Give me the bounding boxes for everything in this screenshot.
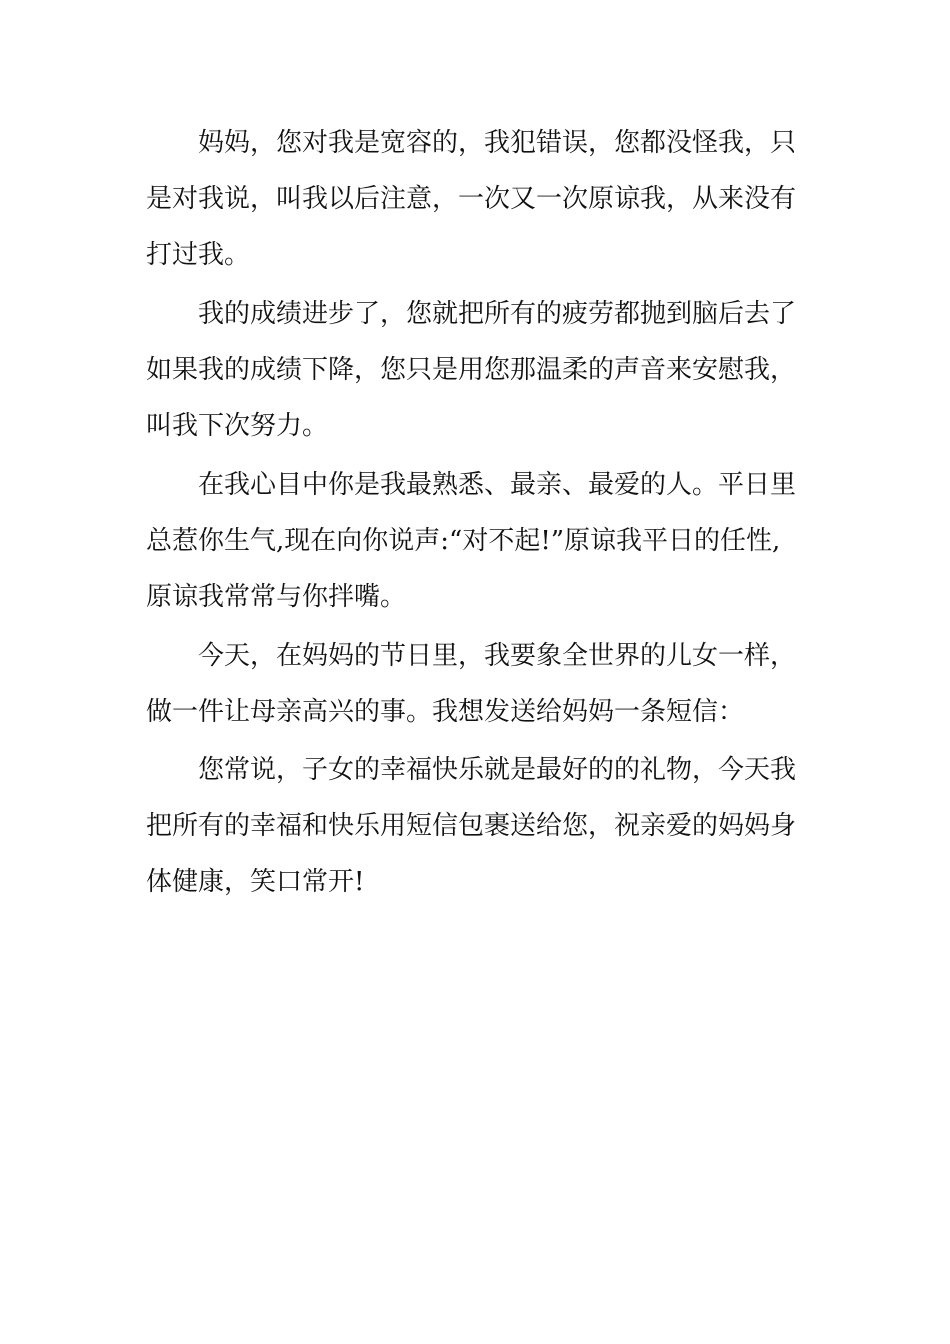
paragraph-3-line-2: 总惹你生气,现在向你说声:“对不起!”原谅我平日的任性, [146, 526, 781, 556]
paragraph-2-line-3: 叫我下次努力。 [146, 411, 329, 441]
paragraph-2-line-2: 如果我的成绩下降，您只是用您那温柔的声音来安慰我， [146, 355, 797, 385]
paragraph-3-line-1: 在我心目中你是我最熟悉、最亲、最爱的人。平日里 [198, 470, 797, 500]
paragraph-5-line-3: 体健康，笑口常开! [146, 867, 365, 897]
paragraph-2-line-1: 我的成绩进步了，您就把所有的疲劳都抛到脑后去了 [198, 299, 797, 329]
paragraph-1-line-1: 妈妈，您对我是宽容的，我犯错误，您都没怪我，只 [198, 128, 797, 158]
paragraph-4-line-2: 做一件让母亲高兴的事。我想发送给妈妈一条短信： [146, 697, 745, 727]
paragraph-5-line-2: 把所有的幸福和快乐用短信包裹送给您，祝亲爱的妈妈身 [146, 811, 797, 841]
paragraph-4-line-1: 今天，在妈妈的节日里，我要象全世界的儿女一样， [198, 641, 797, 671]
paragraph-3-line-3: 原谅我常常与你拌嘴。 [146, 582, 407, 612]
paragraph-5-line-1: 您常说，子女的幸福快乐就是最好的的礼物，今天我 [198, 755, 797, 785]
paragraph-1-line-3: 打过我。 [146, 240, 251, 270]
paragraph-1-line-2: 是对我说，叫我以后注意，一次又一次原谅我，从来没有 [146, 184, 797, 214]
